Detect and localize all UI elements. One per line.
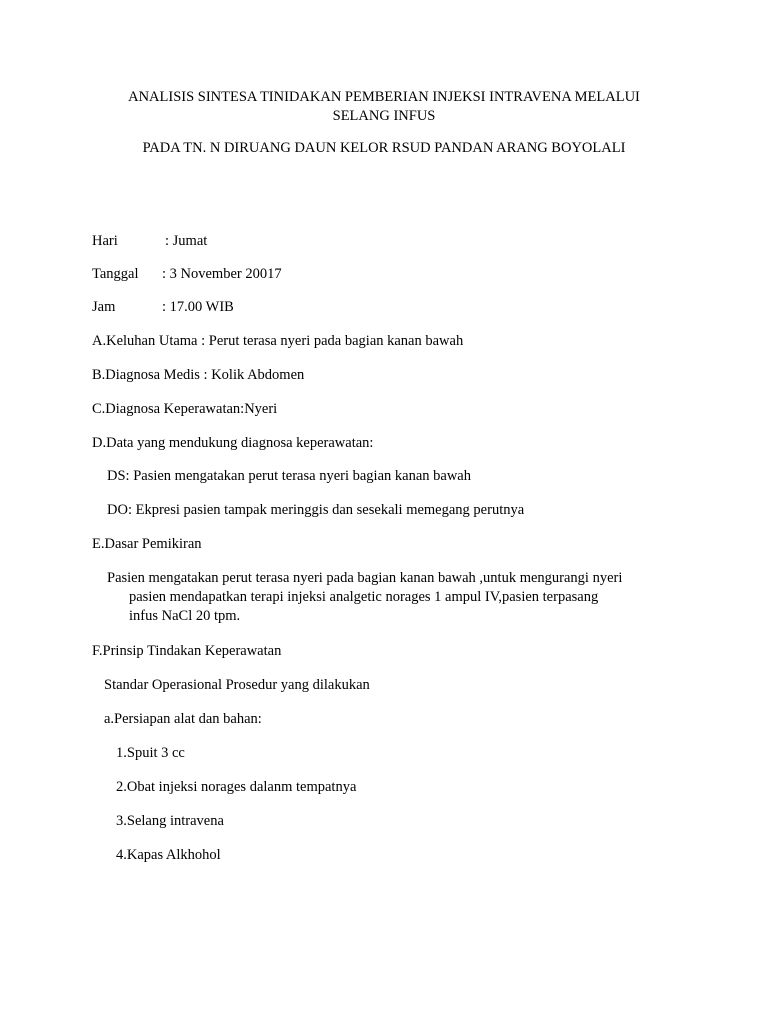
section-d-data-pendukung: D.Data yang mendukung diagnosa keperawatan:: [92, 435, 374, 451]
hari-row: [92, 232, 207, 251]
jam-value: : 17.00 WIB: [162, 299, 234, 315]
tanggal-label: Tanggal: [92, 266, 139, 282]
list-item: 4.Kapas Alkhohol: [116, 847, 221, 863]
list-item: 1.Spuit 3 cc: [116, 745, 185, 761]
section-f-prinsip-tindakan: F.Prinsip Tindakan Keperawatan: [92, 643, 282, 659]
section-a-keluhan-utama: A.Keluhan Utama : Perut terasa nyeri pada bagian kanan bawah: [92, 333, 464, 349]
jam-label: Jam: [92, 299, 116, 315]
tanggal-value: : 3 November 20017: [162, 266, 282, 282]
hari-value: : Jumat: [165, 233, 208, 249]
tanggal-row: [92, 265, 282, 284]
list-item: 3.Selang intravena: [116, 813, 224, 829]
section-e-paragraph-line-2: pasien mendapatkan terapi injeksi analgetic norages 1 ampul IV,pasien terpasang: [129, 589, 599, 605]
section-f-persiapan: a.Persiapan alat dan bahan:: [104, 711, 262, 727]
list-item: 2.Obat injeksi norages dalanm tempatnya: [116, 779, 357, 795]
hari-label: Hari: [92, 233, 118, 249]
document-title-line-3: PADA TN. N DIRUANG DAUN KELOR RSUD PANDAN ARANG BOYOLALI: [142, 140, 626, 156]
section-f-sop: Standar Operasional Prosedur yang dilakukan: [104, 677, 370, 693]
section-b-diagnosa-medis: B.Diagnosa Medis : Kolik Abdomen: [92, 367, 305, 383]
section-d-ds: DS: Pasien mengatakan perut terasa nyeri bagian kanan bawah: [107, 468, 471, 484]
jam-row: [92, 298, 234, 317]
section-e-dasar-pemikiran: E.Dasar Pemikiran: [92, 536, 202, 552]
section-c-diagnosa-keperawatan: C.Diagnosa Keperawatan:Nyeri: [92, 401, 278, 417]
section-e-paragraph-line-1: Pasien mengatakan perut terasa nyeri pada bagian kanan bawah ,untuk mengurangi nyeri: [107, 570, 623, 586]
document-title-line-1: ANALISIS SINTESA TINIDAKAN PEMBERIAN INJEKSI INTRAVENA MELALUI: [128, 89, 640, 105]
document-title-line-2: SELANG INFUS: [332, 108, 436, 124]
section-d-do: DO: Ekpresi pasien tampak meringgis dan sesekali memegang perutnya: [107, 502, 525, 518]
section-e-paragraph-line-3: infus NaCl 20 tpm.: [129, 608, 241, 624]
